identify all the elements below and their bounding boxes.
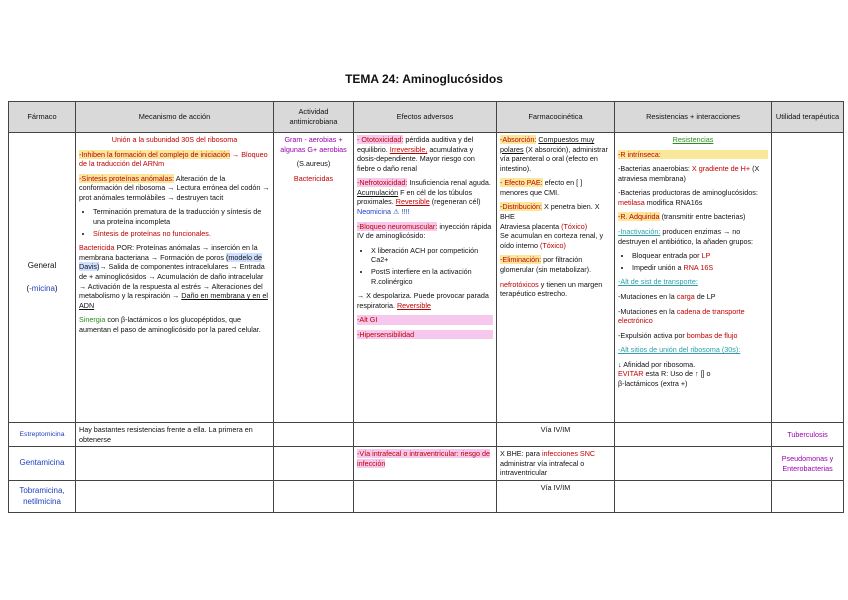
drug-gentamicina: Gentamicina	[9, 447, 76, 481]
adverse-cell	[354, 133, 497, 423]
use-estreptomicina: Tuberculosis	[772, 423, 844, 447]
res-productoras: -Bacterias productoras de aminoglucósidos: metilasa modifica RNA16s	[618, 188, 758, 207]
adverse-resp: → X despolariza. Puede provocar parada respiratoria. Reversible	[357, 291, 489, 310]
activity-saureus: (S.aureus)	[296, 159, 331, 169]
header-mecanismo: Mecanismo de acción	[76, 102, 274, 133]
activity-gentamicina	[274, 447, 354, 481]
res-gentamicina	[615, 447, 772, 481]
drug-estreptomicina: Estreptomicina	[9, 423, 76, 447]
header-row	[9, 102, 844, 133]
mech-tobramicina	[76, 481, 274, 513]
pk-margin: nefrotóxicos y tienen un margen terapéutico estrecho.	[500, 279, 603, 299]
adverse-gentamicina: -Vía intrafecal o intraventricular: riesgo de infección	[354, 447, 497, 481]
res-carga: -Mutaciones en la carga de LP	[618, 291, 716, 301]
adverse-list	[357, 246, 493, 286]
mech-list-item: • Síntesis de proteínas no funcionales.	[93, 229, 270, 239]
activity-spectrum: Gram - aerobias + algunas G+ aerobias	[280, 135, 347, 154]
use-general	[772, 133, 844, 423]
mech-bactericida: Bactericida POR: Proteínas anómalas → inserción en la membrana bacteriana → Formación de poros (modelo de Davis)→ Salida de componentes intracelulares → Entrada de + aminoglicósidos → Acumulación de daño intracelular → Activación de la respuesta al estrés → Alteraciones del metabolismo y la respiración → Daño en membrana y en el ADN	[79, 243, 268, 310]
pk-gentamicina: X BHE: para infecciones SNC administrar vía intrafecal o intraventricular	[497, 447, 615, 481]
adverse-list-item: • PostS interfiere en la activación R.colinérgico	[371, 267, 493, 286]
mech-binding: Unión a la subunidad 30S del ribosoma	[111, 135, 238, 144]
res-inactivacion: -Inactivación: producen enzimas → no destruyen el antibiótico, la añaden grupos:	[618, 227, 754, 246]
resistance-cell	[615, 133, 772, 423]
header-actividad: Actividad antimicrobiana	[274, 102, 354, 133]
use-gentamicina: Pseudomonas y Enterobacterias	[772, 447, 844, 481]
adverse-nefro: -Nefrotoxicidad: Insuficiencia renal aguda. Acumulación F en cél de los túbulos proximales. Reversible (regeneran cél) Neomicina ⚠ !!!!	[357, 178, 491, 217]
row-estreptomicina	[9, 423, 844, 447]
page-title: TEMA 24: Aminoglucósidos	[345, 72, 503, 86]
mech-initiation: -Inhiben la formación del complejo de iniciación → Bloqueo de la traducción del ARNm	[79, 149, 268, 169]
adverse-oto: - Ototoxicidad: pérdida auditiva y del equilibrio. Irreversible, acumulativa y dosis-dependiente. Mayor riesgo con fiebre o daño renal	[357, 135, 475, 173]
drug-tobramicina: Tobramicina, netilmicina	[9, 481, 76, 513]
pk-estreptomicina: Vía IV/IM	[497, 423, 615, 447]
activity-tobramicina	[274, 481, 354, 513]
mech-list	[79, 207, 270, 238]
res-ribosoma: -Alt sitios de unión del ribosoma (30s):	[618, 345, 741, 355]
drug-general	[9, 133, 76, 423]
mechanism-cell	[76, 133, 274, 423]
header-utilidad: Utilidad terapéutica	[772, 102, 844, 133]
aminoglycosides-table	[8, 101, 844, 513]
activity-cell	[274, 133, 354, 423]
res-list	[618, 251, 768, 272]
mech-anomalous: -Síntesis proteínas anómalas: Alteración de la conformación del ribosoma → Lectura errónea del codón → prot anómales termolábiles → destruyen tacit	[79, 173, 270, 202]
row-gentamicina	[9, 447, 844, 481]
pk-distribucion: -Distribución: X penetra bien. X BHE Atraviesa placenta (Tóxico) Se acumulan en corteza renal, y oído interno (Tóxico)	[500, 202, 604, 250]
pk-cell	[497, 133, 615, 423]
res-intrinsic: -R intrínseca:	[618, 150, 768, 160]
pk-eliminacion: -Eliminación: por filtración glomerular (sin metabolizar).	[500, 255, 592, 274]
pk-pae: - Efecto PAE: efecto en [ ] menores que CMI.	[500, 178, 583, 197]
row-general	[9, 133, 844, 423]
header-farmacocinetica: Farmacocinética	[497, 102, 615, 133]
res-afinidad: ↓ Afinidad por ribosoma.	[618, 359, 696, 369]
adverse-gi: -Alt GI	[357, 315, 493, 325]
res-estreptomicina	[615, 423, 772, 447]
use-tobramicina	[772, 481, 844, 513]
adverse-list-item: • X liberación ACH por competición Ca2+	[371, 246, 493, 265]
mech-estreptomicina: Hay bastantes resistencias frente a ella. La primera en obtenerse	[76, 423, 274, 447]
res-adquirida: -R. Adquirida (transmitir entre bacterias)	[618, 212, 746, 222]
res-list-item: • Bloquear entrada por LP	[632, 251, 768, 261]
activity-estreptomicina	[274, 423, 354, 447]
res-cadena: -Mutaciones en la cadena de transporte electrónico	[618, 306, 745, 326]
adverse-tobramicina	[354, 481, 497, 513]
pk-absorcion: -Absorción: Compuestos muy polares (X absorción), administrar vía parenteral o oral (efecto en intestino).	[500, 135, 608, 173]
mech-gentamicina	[76, 447, 274, 481]
adverse-neuro: -Bloqueo neuromuscular: inyección rápida IV de aminoglicósido:	[357, 221, 492, 241]
drug-general-name: General	[27, 260, 57, 270]
res-anaerobias: -Bacterias anaerobias: X gradiente de H+ (X atraviesa membrana)	[618, 164, 760, 183]
res-bombas: -Expulsión activa por bombas de flujo	[618, 330, 738, 340]
pk-tobramicina: Vía IV/IM	[497, 481, 615, 513]
res-transporte: -Alt de sist de transporte:	[618, 277, 698, 287]
adverse-hyper: -Hipersensibilidad	[357, 330, 493, 340]
header-farmaco: Fármaco	[9, 102, 76, 133]
res-list-item: • Impedir unión a RNA 16S	[632, 263, 768, 273]
adverse-estreptomicina	[354, 423, 497, 447]
res-heading: Resistencias	[672, 135, 714, 144]
drug-general-suffix: (-micina)	[26, 283, 58, 293]
header-resistencias: Resistencias + interacciones	[615, 102, 772, 133]
res-tobramicina	[615, 481, 772, 513]
header-efectos: Efectos adversos	[354, 102, 497, 133]
mech-list-item: • Terminación prematura de la traducción y síntesis de una proteína incompleta	[93, 207, 270, 226]
activity-bactericidas: Bactericidas	[293, 173, 334, 183]
row-tobramicina	[9, 481, 844, 513]
mech-sinergia: Sinergia con β-lactámicos o los glucopéptidos, que aumentan el paso de aminoglicósido por la pared celular.	[79, 315, 261, 334]
res-evitar: EVITAR esta R: Uso de ↑ [] o β-lactámicos (extra +)	[618, 369, 711, 388]
